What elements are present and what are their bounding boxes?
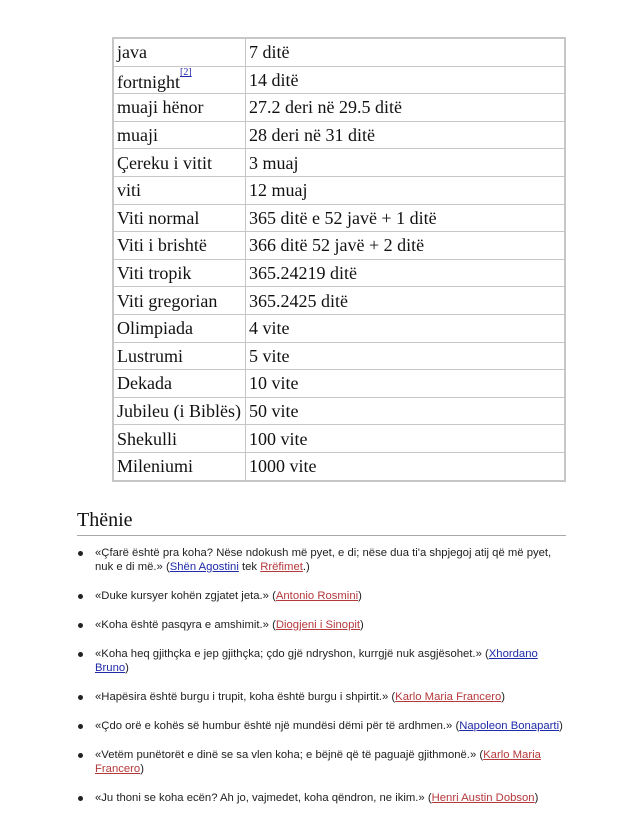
time-unit-cell [113, 425, 245, 453]
table-row [113, 94, 565, 122]
time-unit-cell [113, 287, 245, 315]
author-link[interactable]: Shën Agostini [169, 561, 239, 573]
table-row [113, 66, 565, 94]
duration-cell: 365.24219 ditë [245, 259, 565, 287]
duration-cell: 3 muaj [245, 149, 565, 177]
duration-cell: 1000 vite [245, 452, 565, 480]
duration-cell: 27.2 deri në 29.5 ditë [245, 94, 565, 122]
time-unit-cell [113, 232, 245, 260]
time-unit-name: fortnight [117, 72, 180, 93]
time-unit-cell [113, 176, 245, 204]
time-unit-cell [113, 259, 245, 287]
quote-item [77, 690, 566, 704]
table-row [113, 287, 565, 315]
quote-text: «Çfarë është pra koha? Nëse ndokush më pyet, e di; nëse dua ti'a shpjegoj atij që më pyet, nuk e di më.» ( [95, 547, 552, 573]
quotes-list [77, 546, 566, 820]
time-unit-name: muaji [117, 125, 158, 146]
duration-cell: 4 vite [245, 314, 565, 342]
time-unit-cell [113, 314, 245, 342]
time-unit-cell [113, 204, 245, 232]
quote-text: «Ju thoni se koha ecën? Ah jo, vajmedet, koha qëndron, ne ikim.» ( [95, 792, 432, 804]
time-unit-cell [113, 452, 245, 480]
quote-connector: tek [238, 561, 261, 573]
section-heading-quotes: Thënie [77, 508, 566, 536]
quote-suffix: ) [360, 619, 364, 631]
table-row [113, 259, 565, 287]
reference-link[interactable]: [2] [180, 67, 192, 79]
quote-text: «Vetëm punëtorët e dinë se sa vlen koha; e bëjnë që të paguajë gjithmonë.» ( [95, 749, 484, 761]
table-row [113, 425, 565, 453]
table-row [113, 314, 565, 342]
time-unit-cell [113, 149, 245, 177]
author-link[interactable]: Henri Austin Dobson [431, 792, 535, 804]
quote-item [77, 791, 566, 805]
quote-suffix: .) [302, 561, 310, 573]
quote-suffix: ) [140, 763, 144, 775]
table-row [113, 397, 565, 425]
duration-cell: 50 vite [245, 397, 565, 425]
quote-suffix: ) [559, 720, 563, 732]
time-unit-name: Viti normal [117, 207, 200, 228]
quote-text: «Koha është pasqyra e amshimit.» ( [95, 619, 276, 631]
table-row [113, 370, 565, 398]
quote-suffix: ) [534, 792, 539, 804]
author-link[interactable]: Karlo Maria Francero [395, 691, 502, 703]
time-unit-name: Jubileu (i Biblës) [117, 401, 241, 422]
author-link[interactable]: Diogjeni i Sinopit [275, 619, 361, 631]
quote-suffix: ) [501, 691, 506, 703]
time-unit-name: Viti gregorian [117, 290, 218, 311]
quote-suffix: ) [125, 662, 129, 674]
time-unit-name: Shekulli [117, 428, 178, 449]
quote-item [77, 647, 566, 675]
table-row [113, 452, 565, 480]
duration-cell: 100 vite [245, 425, 565, 453]
author-link[interactable]: Napoleon Bonaparti [459, 720, 560, 732]
duration-cell: 14 ditë [245, 66, 565, 94]
table-row [113, 38, 565, 66]
quote-item [77, 546, 566, 574]
work-link[interactable]: Rrëfimet [260, 561, 303, 573]
duration-cell: 5 vite [245, 342, 565, 370]
quote-text: «Duke kursyer kohën zgjatet jeta.» ( [95, 590, 276, 602]
time-unit-name: viti [117, 180, 142, 201]
time-unit-name: Olimpiada [117, 318, 193, 339]
time-unit-name: Lustrumi [117, 345, 183, 366]
time-unit-name: Viti tropik [117, 263, 192, 284]
time-unit-cell [113, 342, 245, 370]
time-unit-name: Çereku i vitit [117, 152, 212, 173]
table-row [113, 121, 565, 149]
table-row [113, 149, 565, 177]
time-unit-cell [113, 94, 245, 122]
time-unit-cell [113, 397, 245, 425]
time-unit-name: Viti i brishtë [117, 235, 207, 256]
table-row [113, 342, 565, 370]
duration-cell: 10 vite [245, 370, 565, 398]
time-units-table [112, 37, 566, 482]
duration-cell: 28 deri në 31 ditë [245, 121, 565, 149]
time-unit-name: java [117, 42, 147, 63]
author-link[interactable]: Xhordano Bruno [95, 648, 538, 674]
quote-item [77, 748, 566, 776]
time-unit-name: Dekada [117, 373, 172, 394]
time-unit-cell [113, 370, 245, 398]
quote-text: «Hapësira është burgu i trupit, koha është burgu i shpirtit.» ( [95, 691, 396, 703]
quote-item [77, 719, 566, 733]
quote-item [77, 618, 566, 632]
duration-cell: 365 ditë e 52 javë + 1 ditë [245, 204, 565, 232]
quote-text: «Koha heq gjithçka e jep gjithçka; çdo gjë ndryshon, kurrgjë nuk asgjësohet.» ( [95, 648, 489, 660]
time-unit-name: muaji hënor [117, 97, 204, 118]
time-unit-cell [113, 121, 245, 149]
table-row [113, 204, 565, 232]
author-link[interactable]: Karlo Maria Francero [95, 749, 541, 775]
duration-cell: 366 ditë 52 javë + 2 ditë [245, 232, 565, 260]
time-unit-cell [113, 38, 245, 66]
table-row [113, 232, 565, 260]
time-unit-cell [113, 66, 245, 94]
duration-cell: 12 muaj [245, 176, 565, 204]
duration-cell: 7 ditë [245, 38, 565, 66]
quote-text: «Çdo orë e kohës së humbur është një mundësi dëmi për të ardhmen.» ( [95, 720, 460, 732]
quote-suffix: ) [358, 590, 362, 602]
quote-item [77, 589, 566, 603]
time-unit-name: Mileniumi [117, 456, 193, 477]
duration-cell: 365.2425 ditë [245, 287, 565, 315]
author-link[interactable]: Antonio Rosmini [275, 590, 359, 602]
table-row [113, 176, 565, 204]
